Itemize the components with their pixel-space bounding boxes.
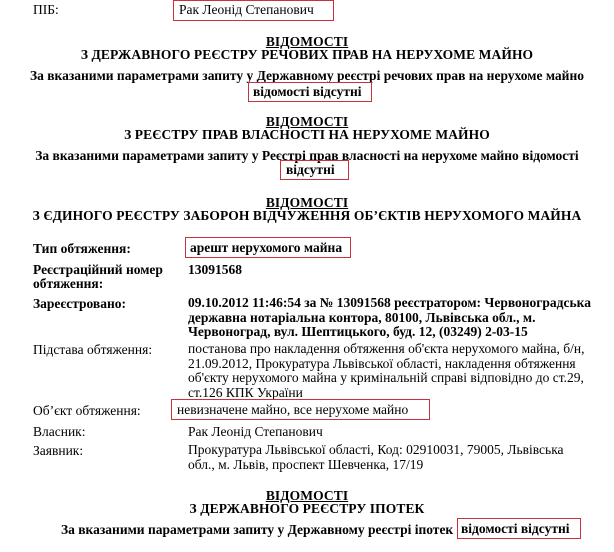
section-2-result: відсутні — [286, 162, 335, 177]
registered-line-3: Червоноград, вул. Шептицького, буд. 12, (03249) 2-03-15 — [188, 324, 528, 339]
section-1-title: ВІДОМОСТІ — [265, 34, 349, 49]
registered-line-1: 09.10.2012 11:46:54 за № 13091568 реєстратором: Червоноградська — [188, 295, 591, 310]
applicant-value — [188, 443, 598, 472]
basis-line-4: ст.126 КПК України — [188, 384, 303, 400]
registered-line-2: державна нотаріальна контора, 80100, Львівська обл., м. — [188, 309, 536, 325]
applicant-label: Заявник: — [33, 443, 84, 458]
registered-label: Зареєстровано: — [33, 296, 126, 311]
section-3-title: ВІДОМОСТІ — [265, 195, 349, 210]
encumbrance-type-value: арешт нерухомого майна — [190, 240, 343, 255]
section-4-result: відомості відсутні — [461, 521, 570, 536]
section-1-subtitle: З ДЕРЖАВНОГО РЕЄСТРУ РЕЧОВИХ ПРАВ НА НЕРУХОМЕ МАЙНО — [80, 47, 534, 62]
basis-line-2: 21.09.2012, Прокуратура Львівської області, накладення обтяження — [188, 355, 576, 371]
section-2-subtitle: З РЕЄСТРУ ПРАВ ВЛАСНОСТІ НА НЕРУХОМЕ МАЙНО — [124, 127, 490, 142]
section-2-text: За вказаними параметрами запиту у Реєстрі прав власності на нерухоме майно відомості — [35, 148, 579, 163]
object-label: Об’єкт обтяження: — [33, 403, 141, 418]
section-2-title: ВІДОМОСТІ — [265, 114, 349, 129]
regnum-value: 13091568 — [188, 262, 242, 277]
section-4-text: За вказаними параметрами запиту у Державному реєстрі іпотек — [61, 522, 454, 537]
section-4-subtitle: З ДЕРЖАВНОГО РЕЄСТРУ ІПОТЕК — [189, 501, 425, 516]
section-1-text: За вказаними параметрами запиту у Державному реєстрі речових прав на нерухоме майно — [29, 68, 584, 83]
regnum-label-1: Реєстраційний номер — [33, 262, 163, 277]
regnum-label-2: обтяження: — [33, 276, 104, 291]
owner-label: Власник: — [33, 424, 86, 439]
pib-label: ПІБ: — [33, 2, 59, 17]
section-1-result: відомості відсутні — [253, 84, 362, 99]
basis-label: Підстава обтяження: — [33, 342, 153, 357]
pib-value: Рак Леонід Степанович — [179, 2, 314, 17]
section-3-subtitle: З ЄДИНОГО РЕЄСТРУ ЗАБОРОН ВІДЧУЖЕННЯ ОБ’ЄКТІВ НЕРУХОМОГО МАЙНА — [32, 208, 582, 223]
basis-value — [188, 342, 598, 400]
registered-value — [188, 296, 598, 340]
basis-line-3: об'єкту нерухомого майна у кримінальній справі відповідно до ст.29, — [188, 370, 584, 385]
applicant-line-2: обл., м. Львів, проспект Шевченка, 17/19 — [188, 456, 424, 472]
object-value: невизначене майно, все нерухоме майно — [177, 402, 409, 417]
applicant-line-1: Прокуратура Львівської області, Код: 02910031, 79005, Львівська — [188, 442, 564, 457]
section-4-title: ВІДОМОСТІ — [265, 488, 349, 503]
encumbrance-type-label: Тип обтяження: — [33, 241, 131, 256]
owner-value: Рак Леонід Степанович — [188, 424, 323, 439]
basis-line-1: постанова про накладення обтяження об'єкта нерухомого майна, б/н, — [188, 341, 585, 356]
